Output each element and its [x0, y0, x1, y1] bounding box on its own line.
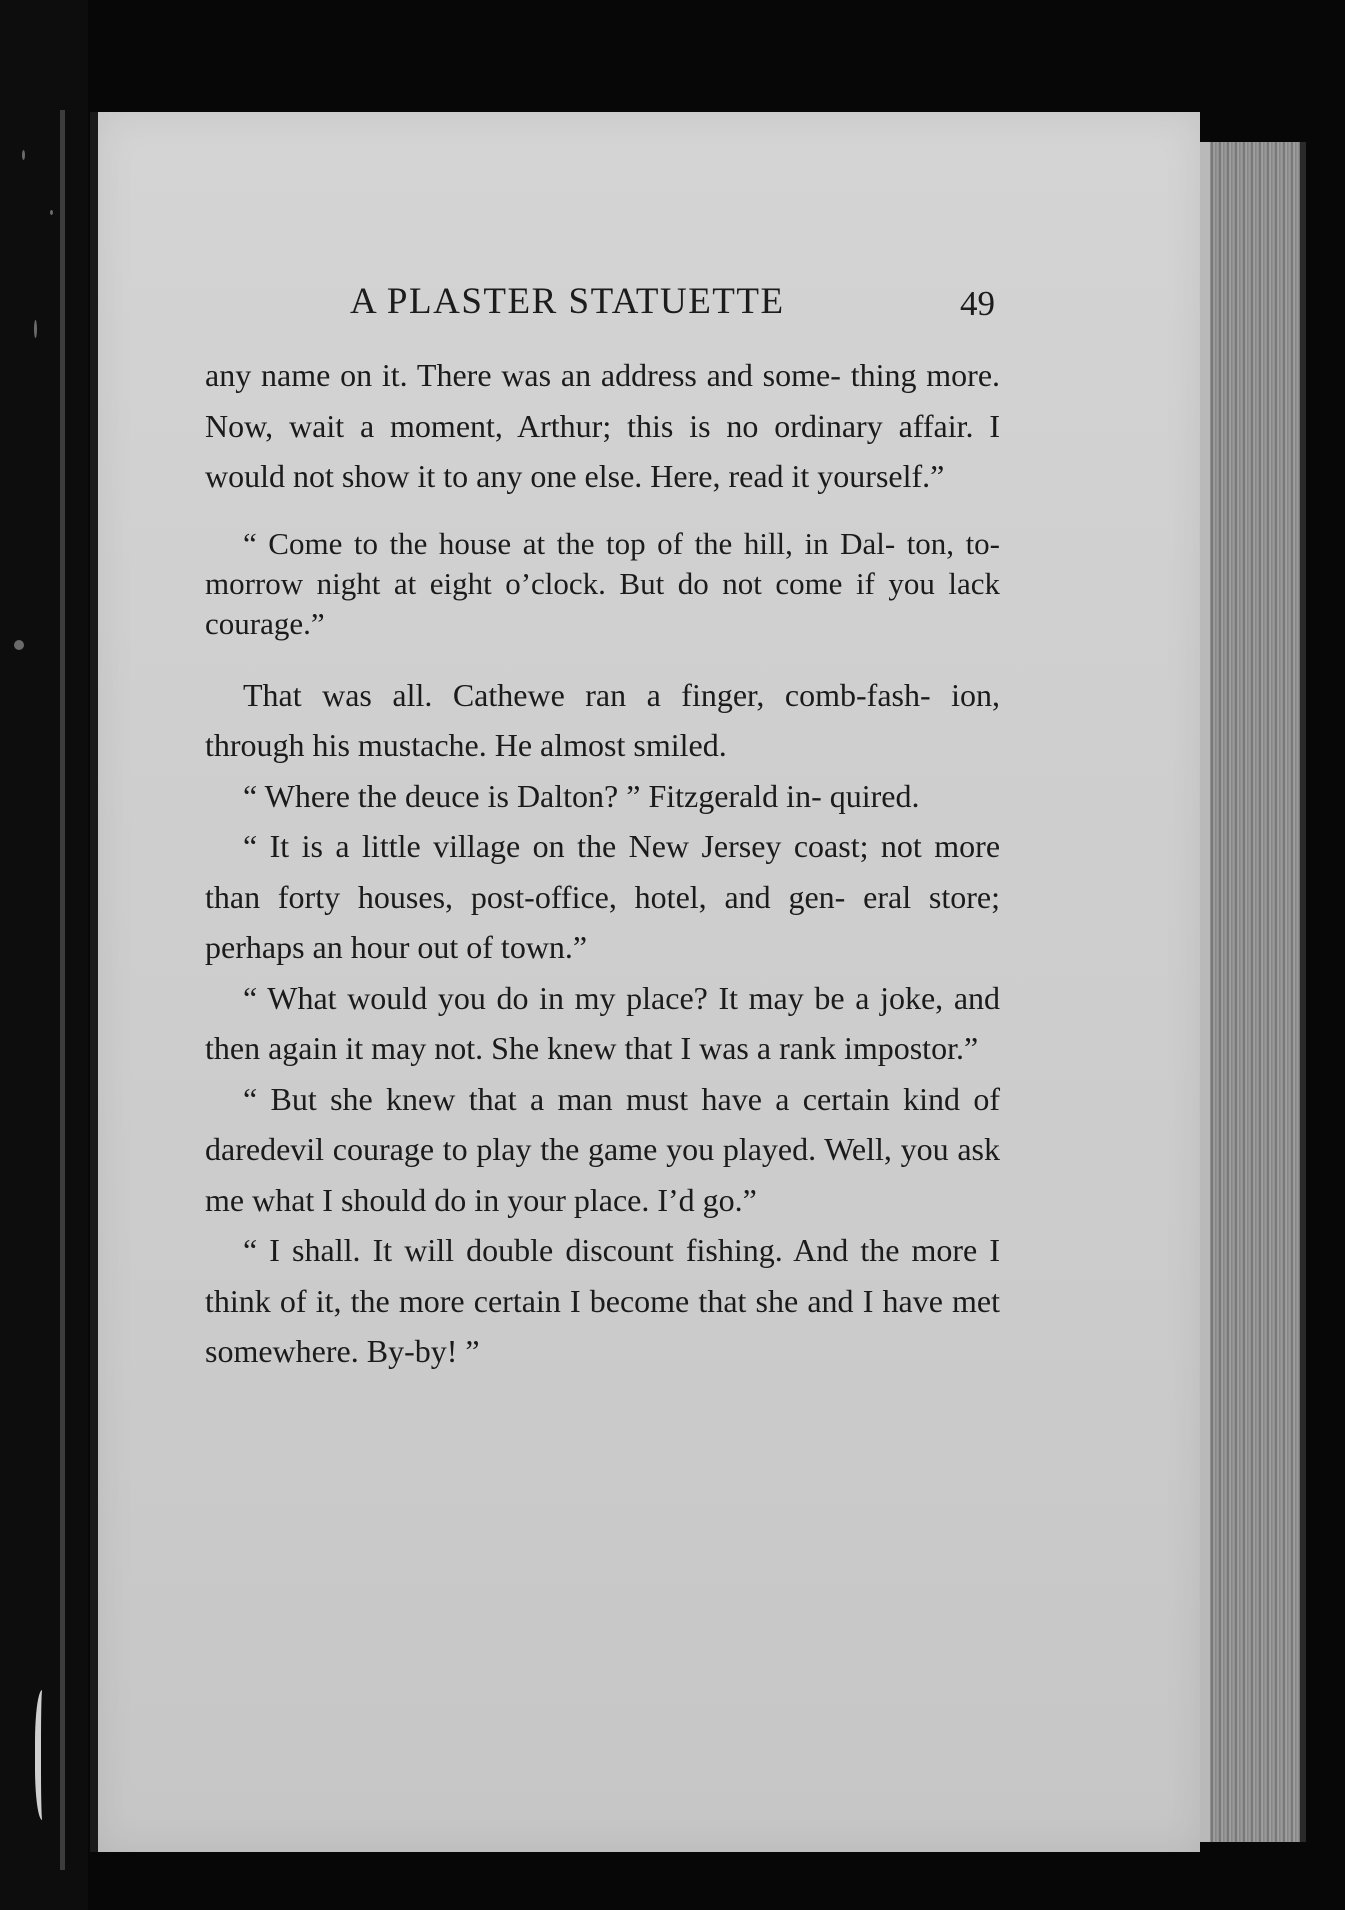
dust-speck: [50, 210, 53, 215]
quoted-letter: [205, 524, 1000, 644]
page-number: 49: [960, 284, 995, 323]
text-line: thing more. Now, wait a moment, Arthur; this is: [205, 357, 1001, 444]
body-text: [205, 350, 1000, 1377]
text-line: place. I’d go.”: [573, 1181, 757, 1218]
text-line: no ordinary affair. I would not show it to any one: [205, 407, 1001, 494]
text-line: “ I shall. It will double discount fishing. And: [243, 1232, 849, 1268]
left-dark-margin: [0, 0, 88, 1910]
text-line: played. Well, you ask me what I should do in your: [205, 1131, 1001, 1218]
text-line: that she and I have met somewhere. By-by! ”: [205, 1282, 1001, 1369]
paragraph: [205, 670, 1000, 771]
text-line: “ It is a little village on the New Jersey coast; not: [243, 828, 922, 864]
text-line: “ Come to the house at the top of the hill, in Dal-: [243, 525, 896, 561]
paragraph: [205, 1074, 1000, 1226]
paragraph: [205, 350, 1000, 502]
paragraph: [205, 1225, 1000, 1377]
text-line: the more I think of it, the more certain I become: [205, 1232, 1001, 1319]
text-line: “ But she knew that a man must have a certain: [243, 1080, 890, 1117]
text-line: That was all. Cathewe ran a finger, comb-fash-: [243, 676, 931, 713]
text-line: else. Here, read it yourself.”: [584, 458, 945, 494]
text-line: eral store; perhaps an hour out of town.”: [205, 878, 1001, 965]
text-line: “ What would you do in my place? It may be: [243, 979, 845, 1016]
text-line: a joke, and then again it may not. She knew that: [205, 979, 1001, 1066]
dust-speck: [34, 320, 37, 338]
text-line: come if you lack courage.”: [205, 565, 1000, 641]
paragraph: [205, 821, 1000, 973]
dust-speck: [22, 150, 25, 160]
text-line: “ Where the deuce is Dalton? ” Fitzgerald in-: [243, 777, 822, 814]
text-line: more than forty houses, post-office, hotel, and gen-: [205, 828, 1001, 915]
running-header: [350, 280, 1000, 323]
text-line: ion, through his mustache. He almost smiled.: [205, 676, 1001, 763]
page-edge-rule: [60, 110, 65, 1870]
dust-speck: [14, 640, 24, 650]
text-line: any name on it. There was an address and some-: [205, 357, 841, 393]
text-line: I was a rank impostor.”: [680, 1030, 979, 1066]
paragraph: [205, 771, 1000, 822]
scan-artifact-mark: [35, 1690, 53, 1820]
paragraph: [205, 973, 1000, 1074]
text-line: kind of daredevil courage to play the game you: [205, 1080, 1001, 1167]
text-line: ton, to-morrow night at eight o’clock. But do not: [205, 525, 1001, 601]
running-title: A PLASTER STATUETTE: [350, 281, 785, 322]
text-line: quired.: [829, 777, 920, 814]
